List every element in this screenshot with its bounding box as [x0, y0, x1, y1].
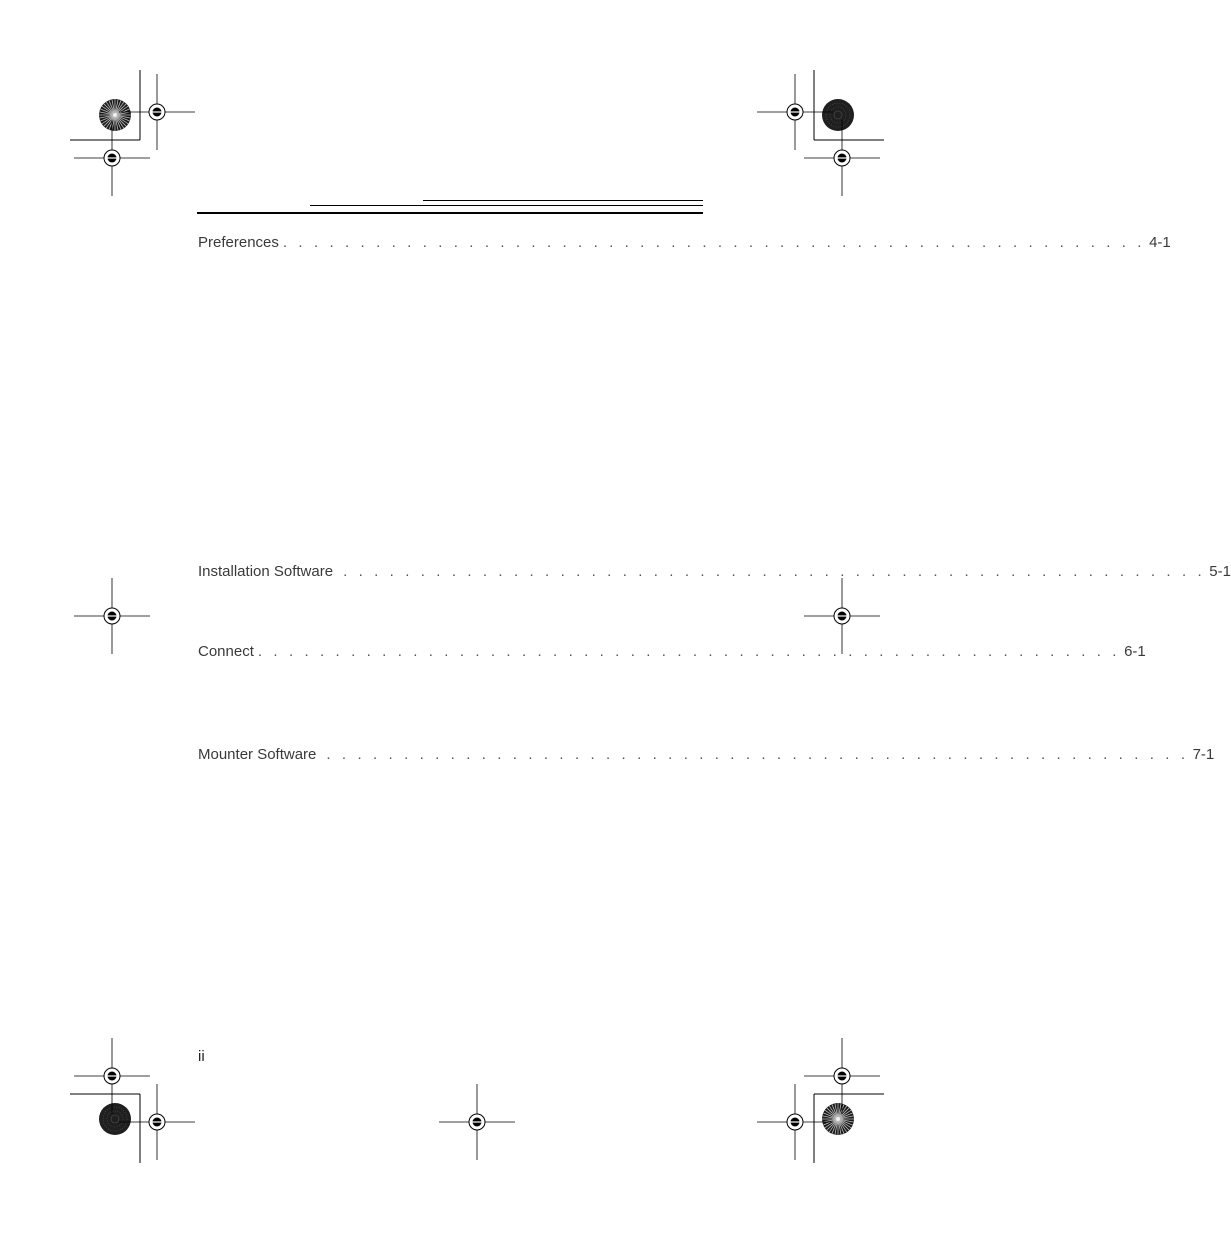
toc-entry-page: 7-1	[1192, 746, 1215, 763]
toc-entry-title: Mounter Software	[198, 746, 317, 763]
toc-entry-title: Preferences	[198, 234, 279, 251]
toc-entry-page: 4-1	[1149, 234, 1171, 251]
toc-entry-mounter-software[interactable]	[198, 746, 1215, 766]
toc-entry-page: 5-1	[1209, 563, 1231, 580]
toc-entry-title: Installation Software	[198, 563, 334, 580]
toc-dot-leader: . . . . . . . . . . . . . . . . . . . . . . . . . . . . . . . . . . . . . . . . . . . . . . . . . . . . . . . .	[282, 234, 1146, 251]
page-number: ii	[198, 1048, 205, 1065]
toc-entry-page: 6-1	[1124, 643, 1146, 660]
header-rule-main	[197, 212, 703, 214]
header-rule-middle	[310, 205, 703, 206]
toc-entry-title: Connect	[198, 643, 254, 660]
toc-dot-leader: . . . . . . . . . . . . . . . . . . . . . . . . . . . . . . . . . . . . . . . . . . . . . . . . . . . . . . . .	[343, 563, 1206, 580]
toc-entry-installation-software[interactable]	[198, 563, 1231, 583]
toc-dot-leader: . . . . . . . . . . . . . . . . . . . . . . . . . . . . . . . . . . . . . . . . . . . . . . . . . . . . . . . .	[257, 643, 1121, 660]
toc-entry-preferences[interactable]	[198, 234, 1171, 254]
header-rule-top	[423, 200, 703, 201]
toc-dot-leader: . . . . . . . . . . . . . . . . . . . . . . . . . . . . . . . . . . . . . . . . . . . . . . . . . . . . . . . .	[326, 746, 1189, 763]
toc-entry-connect[interactable]	[198, 643, 1146, 663]
